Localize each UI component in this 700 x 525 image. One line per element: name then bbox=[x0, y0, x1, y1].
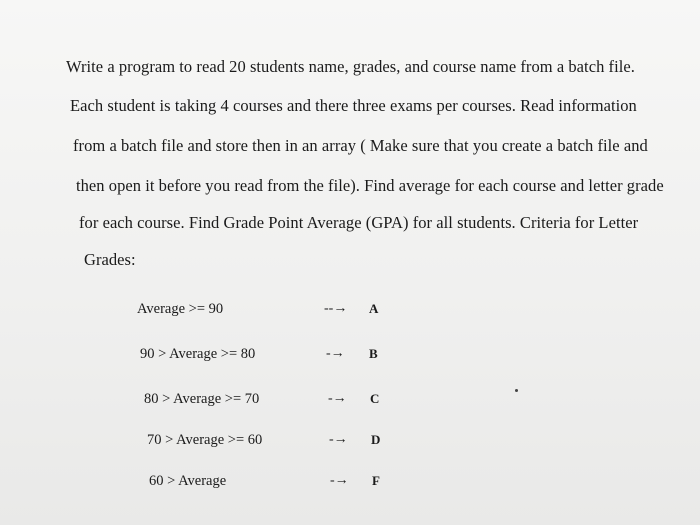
grade-condition: 80 > Average >= 70 bbox=[144, 391, 260, 407]
arrow-icon: -→ bbox=[328, 391, 347, 406]
grade-condition: 70 > Average >= 60 bbox=[147, 432, 263, 448]
arrow-icon: --→ bbox=[324, 301, 348, 316]
grade-letter: A bbox=[369, 301, 379, 316]
grade-condition: 60 > Average bbox=[149, 473, 227, 489]
paragraph-line: from a batch file and store then in an array ( Make sure that you create a batch file and bbox=[73, 136, 648, 155]
arrow-icon: -→ bbox=[329, 432, 348, 447]
grade-letter: D bbox=[371, 432, 381, 447]
paragraph-line: Grades: bbox=[84, 250, 136, 269]
paragraph-line: Each student is taking 4 courses and there three exams per courses. Read information bbox=[70, 96, 637, 115]
stray-mark bbox=[515, 389, 518, 392]
grade-condition: Average >= 90 bbox=[137, 301, 224, 317]
grade-letter: B bbox=[369, 346, 378, 361]
paragraph-line: Write a program to read 20 students name, grades, and course name from a batch file. bbox=[66, 57, 635, 76]
paragraph-line: for each course. Find Grade Point Average (GPA) for all students. Criteria for Letter bbox=[79, 213, 639, 232]
arrow-icon: -→ bbox=[330, 473, 349, 488]
grade-letter: F bbox=[372, 473, 380, 488]
grade-letter: C bbox=[370, 391, 380, 406]
paragraph-line: then open it before you read from the file). Find average for each course and letter grade bbox=[76, 176, 664, 195]
grade-condition: 90 > Average >= 80 bbox=[140, 346, 256, 362]
arrow-icon: -→ bbox=[326, 346, 345, 361]
